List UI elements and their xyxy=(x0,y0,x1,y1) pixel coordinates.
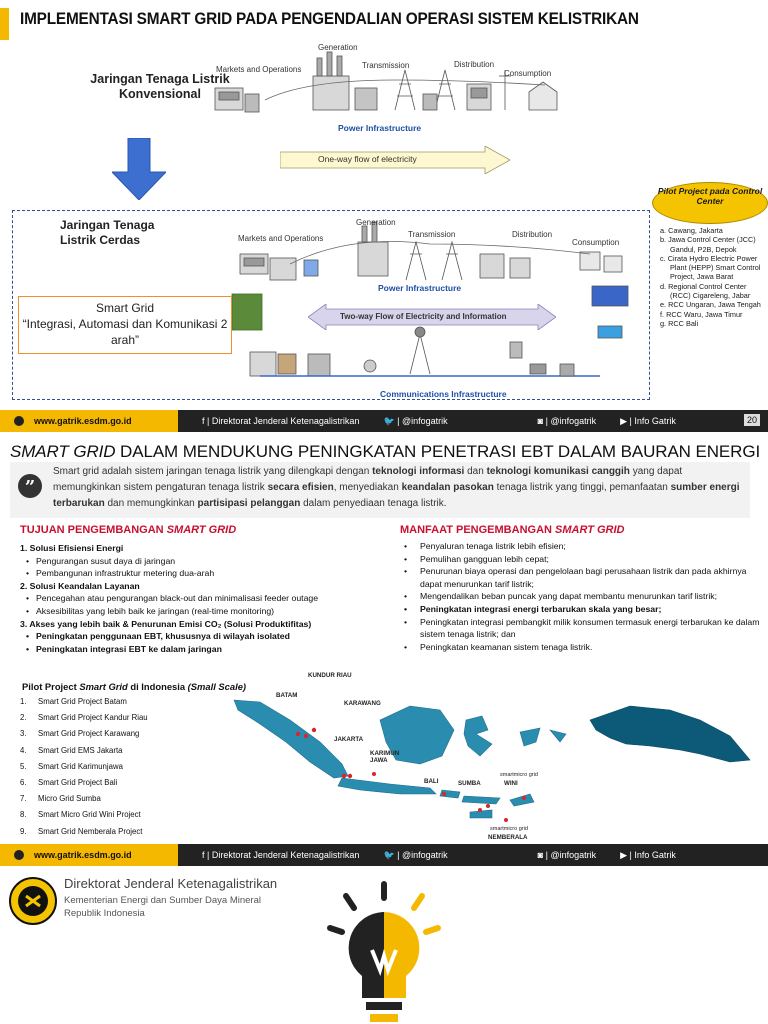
pilot-list-item: 3. Smart Grid Project Karawang xyxy=(20,729,140,739)
website-link[interactable]: www.gatrik.esdm.go.id xyxy=(34,416,132,426)
down-arrow-icon xyxy=(112,138,166,200)
footer-website[interactable] xyxy=(0,410,178,432)
pilot-title-a: Pilot Project xyxy=(22,681,80,692)
twitter-link[interactable]: 🐦 | @infogatrik xyxy=(383,415,448,426)
section-title-rest: DALAM MENDUKUNG PENINGKATAN PENETRASI EBT DALAM BAURAN ENERGI xyxy=(115,442,761,461)
pilot-project-list xyxy=(20,697,220,843)
info-label: Info Gatrik xyxy=(634,849,676,860)
map-label-karimun: KARIMUN JAWA xyxy=(370,750,400,764)
benefits-heading-text: MANFAAT PENGEMBANGAN xyxy=(400,524,556,536)
pilot-list-item: 7. Micro Grid Sumba xyxy=(20,794,101,804)
page-title: IMPLEMENTASI SMART GRID PADA PENGENDALIAN OPERASI SISTEM KELISTRIKAN xyxy=(20,10,639,28)
pilot-list-item: 5. Smart Grid Karimunjawa xyxy=(20,761,123,771)
map-label-kundur: KUNDUR RIAU xyxy=(308,672,352,679)
instagram-link[interactable]: ◙ | @infogatrik xyxy=(537,416,597,426)
label-generation-smart: Generation xyxy=(356,218,396,227)
power-infrastructure-smart: Power Infrastructure xyxy=(378,283,462,293)
intro-paragraph xyxy=(10,462,750,518)
goals-heading xyxy=(20,524,236,536)
ministry-logo-icon xyxy=(12,848,26,862)
intro-bold: sumber energi terbarukan xyxy=(53,482,740,509)
smart-grid-definition xyxy=(18,296,232,354)
label-consumption-smart: Consumption xyxy=(572,238,620,247)
info-label: Info Gatrik xyxy=(634,415,676,426)
map-label-smartmicrogrid-2: smartmicro grid xyxy=(490,826,528,832)
label-markets-conv: Markets and Operations xyxy=(216,65,302,74)
facebook-label: Direktorat Jenderal Ketenagalistrikan xyxy=(211,850,360,860)
goal-item: • Peningkatan penggunaan EBT, khususnya di wilayah isolated xyxy=(20,630,390,643)
control-center-item: d. Regional Control Center (RCC) Cigareleng, Jabar xyxy=(660,281,751,301)
ministry-line: Kementerian Energi dan Sumber Daya Mineral xyxy=(64,895,261,906)
goals-list xyxy=(20,542,390,655)
benefit-item: • Peningkatan integrasi energi terbarukan skala yang besar; xyxy=(400,603,760,616)
benefit-item: • Peningkatan keamanan sistem tenaga listrik. xyxy=(400,641,760,654)
intro-text: , menyediakan xyxy=(333,482,402,493)
goal-item: • Pembangunan infrastruktur metering dua-arah xyxy=(20,567,390,580)
twitter-icon: 🐦 xyxy=(383,415,395,426)
control-center-item: f. RCC Waru, Jawa Timur xyxy=(660,309,743,319)
section-title-italic: SMART GRID xyxy=(10,442,116,461)
intro-text: yang dapat memungkinkan sistem pengaturan tenaga listrik xyxy=(53,466,683,493)
control-center-item: g. RCC Bali xyxy=(660,318,699,328)
intro-text: dan memungkinkan xyxy=(104,498,198,509)
benefits-heading xyxy=(400,524,624,536)
benefit-item: • Penurunan biaya operasi dan pengelolaan bagi perusahaan listrik dan pada akhirnya dapat menurunkan tarif listrik; xyxy=(400,565,760,590)
pilot-title-b: Smart Grid xyxy=(79,681,128,692)
goal-heading: 1. Solusi Efisiensi Energi xyxy=(20,543,124,553)
map-label-karawang: KARAWANG xyxy=(344,700,381,707)
footer-website-2[interactable] xyxy=(0,844,178,866)
intro-text: dalam penyediaan tenaga listrik. xyxy=(300,498,447,509)
pilot-project-callout: Pilot Project pada Control Center xyxy=(652,182,768,224)
benefit-item: • Mengendalikan beban puncak yang dapat membantu menurunkan tarif listrik; xyxy=(400,590,760,603)
intro-bold: partisipasi pelanggan xyxy=(197,498,301,509)
label-markets-smart: Markets and Operations xyxy=(238,234,324,243)
map-label-sumba: SUMBA xyxy=(458,780,481,787)
quote-icon: ” xyxy=(18,474,42,498)
smart-grid-definition-title: Smart Grid xyxy=(95,301,154,315)
map-label-batam: BATAM xyxy=(276,692,298,699)
ministry-name xyxy=(64,894,261,920)
control-center-list xyxy=(660,226,768,328)
instagram-label: @infogatrik xyxy=(550,850,597,860)
pilot-list-label: Smart Grid EMS Jakarta xyxy=(38,745,123,755)
goal-item: • Pencegahan atau pengurangan black-out dan minimalisasi feeder outage xyxy=(20,592,390,605)
map-label-wini: WINI xyxy=(504,780,518,787)
control-center-item: e. RCC Ungaran, Jawa Tengah xyxy=(660,300,761,310)
pilot-list-item: 8. Smart Micro Grid Wini Project xyxy=(20,810,141,820)
benefits-list xyxy=(400,540,760,653)
info-icon: ▶ xyxy=(620,849,628,860)
map-label-bali: BALI xyxy=(424,778,439,785)
pilot-indonesia-title xyxy=(22,681,246,692)
title-accent-bar xyxy=(0,8,9,40)
control-center-item: c. Cirata Hydro Electric Power Plant (HEPP) Smart Control Project, Jawa Barat xyxy=(660,253,761,282)
instagram-icon: ◙ xyxy=(537,416,544,426)
footer-bar-2 xyxy=(0,844,768,866)
benefit-item: • Pemulihan gangguan lebih cepat; xyxy=(400,553,760,566)
facebook-icon: f xyxy=(202,416,205,426)
communications-infrastructure-label: Communications Infrastructure xyxy=(380,389,507,399)
goal-heading: 3. Akses yang lebih baik & Penurunan Emisi CO₂ (Solusi Produktifitas) xyxy=(20,618,312,629)
pilot-title-d: (Small Scale) xyxy=(187,681,247,692)
two-way-flow-label: Two-way Flow of Electricity and Information xyxy=(340,312,507,321)
section-title xyxy=(10,442,760,462)
smart-grid-definition-text: “Integrasi, Automasi dan Komunikasi 2 arah” xyxy=(22,317,228,347)
lightbulb-icon xyxy=(322,880,446,1024)
website-link[interactable]: www.gatrik.esdm.go.id xyxy=(34,850,132,860)
intro-bold: teknologi informasi xyxy=(372,466,465,477)
pilot-list-label: Micro Grid Sumba xyxy=(38,794,101,804)
pilot-list-item: 9. Smart Grid Nemberala Project xyxy=(20,826,143,836)
info-icon: ▶ xyxy=(620,415,628,426)
benefit-item: • Peningkatan integrasi pembangkit milik konsumen termasuk energi terbarukan ke dalam sistem tenaga listrik; dan xyxy=(400,616,760,641)
pilot-list-label: Smart Grid Project Karawang xyxy=(38,729,140,739)
instagram-link[interactable]: ◙ | @infogatrik xyxy=(537,850,597,860)
instagram-label: @infogatrik xyxy=(550,416,597,426)
twitter-label: @infogatrik xyxy=(402,849,448,860)
twitter-icon: 🐦 xyxy=(383,849,395,860)
country-line: Republik Indonesia xyxy=(64,908,145,919)
goals-heading-text: TUJUAN PENGEMBANGAN xyxy=(20,524,167,536)
facebook-label: Direktorat Jenderal Ketenagalistrikan xyxy=(211,416,360,426)
intro-text: Smart grid adalah sistem jaringan tenaga listrik yang dilengkapi dengan xyxy=(53,466,373,477)
pilot-title-c: di Indonesia xyxy=(127,681,188,692)
pilot-list-label: Smart Grid Nemberala Project xyxy=(38,826,143,836)
pilot-list-label: Smart Micro Grid Wini Project xyxy=(38,810,141,820)
page-number: 20 xyxy=(744,414,760,426)
pilot-list-item: 2. Smart Grid Project Kandur Riau xyxy=(20,713,148,723)
goal-item: • Aksesibilitas yang lebih baik ke jaringan (real-time monitoring) xyxy=(20,605,390,618)
one-way-flow-label: One-way flow of electricity xyxy=(318,154,417,164)
instagram-icon: ◙ xyxy=(537,850,544,860)
benefits-heading-italic: SMART GRID xyxy=(555,524,625,536)
org-name: Direktorat Jenderal Ketenagalistrikan xyxy=(64,876,278,891)
facebook-icon: f xyxy=(202,850,205,860)
intro-bold: secara efisien xyxy=(267,482,334,493)
map-label-nemberala: NEMBERALA xyxy=(488,834,528,841)
label-distribution-conv: Distribution xyxy=(454,60,495,69)
footer-bar xyxy=(0,410,768,432)
map-label-jakarta: JAKARTA xyxy=(334,736,364,743)
label-generation-conv: Generation xyxy=(318,43,358,52)
power-infrastructure-conv: Power Infrastructure xyxy=(338,123,422,133)
info-gatrik-link[interactable]: ▶ | Info Gatrik xyxy=(620,415,676,426)
label-transmission-conv: Transmission xyxy=(362,61,410,70)
intro-text: dan xyxy=(464,466,487,477)
facebook-link[interactable]: f | Direktorat Jenderal Ketenagalistrikan xyxy=(202,850,360,860)
benefit-item: • Penyaluran tenaga listrik lebih efisien; xyxy=(400,540,760,553)
twitter-label: @infogatrik xyxy=(402,415,448,426)
info-gatrik-link[interactable]: ▶ | Info Gatrik xyxy=(620,849,676,860)
control-center-item: b. Jawa Control Center (JCC) Gandul, P2B, Depok xyxy=(660,235,756,254)
indonesia-map xyxy=(230,680,768,840)
control-center-item: a. Cawang, Jakarta xyxy=(660,226,723,235)
pilot-list-label: Smart Grid Project Batam xyxy=(38,697,127,706)
goal-item: • Pengurangan susut daya di jaringan xyxy=(20,555,390,568)
goal-heading: 2. Solusi Keandalan Layanan xyxy=(20,580,140,591)
conventional-grid-label: Jaringan Tenaga Listrik Konvensional xyxy=(90,72,230,101)
facebook-link[interactable]: f | Direktorat Jenderal Ketenagalistrikan xyxy=(202,416,360,426)
intro-text: tenaga listrik yang tinggi, pemanfaatan xyxy=(493,482,671,493)
intro-bold: teknologi komunikasi canggih xyxy=(486,466,630,477)
pilot-list-item: 4. Smart Grid EMS Jakarta xyxy=(20,745,123,755)
map-label-smartmicrogrid-1: smartmicro grid xyxy=(500,772,538,778)
goals-heading-italic: SMART GRID xyxy=(166,524,237,536)
smart-grid-label: Jaringan Tenaga Listrik Cerdas xyxy=(60,218,155,247)
pilot-list-item: 1. Smart Grid Project Batam xyxy=(20,697,127,706)
label-consumption-conv: Consumption xyxy=(504,69,552,78)
pilot-list-item: 6. Smart Grid Project Bali xyxy=(20,777,118,787)
label-distribution-smart: Distribution xyxy=(512,230,553,239)
pilot-list-label: Smart Grid Project Kandur Riau xyxy=(38,713,148,723)
pilot-list-label: Smart Grid Karimunjawa xyxy=(38,761,123,771)
ministry-logo-icon xyxy=(12,414,26,428)
intro-bold: keandalan pasokan xyxy=(401,482,494,493)
esdm-logo-icon xyxy=(8,876,58,926)
twitter-link[interactable]: 🐦 | @infogatrik xyxy=(383,849,448,860)
label-transmission-smart: Transmission xyxy=(408,230,456,239)
goal-item: • Peningkatan integrasi EBT ke dalam jaringan xyxy=(20,643,390,656)
pilot-list-label: Smart Grid Project Bali xyxy=(38,777,118,787)
